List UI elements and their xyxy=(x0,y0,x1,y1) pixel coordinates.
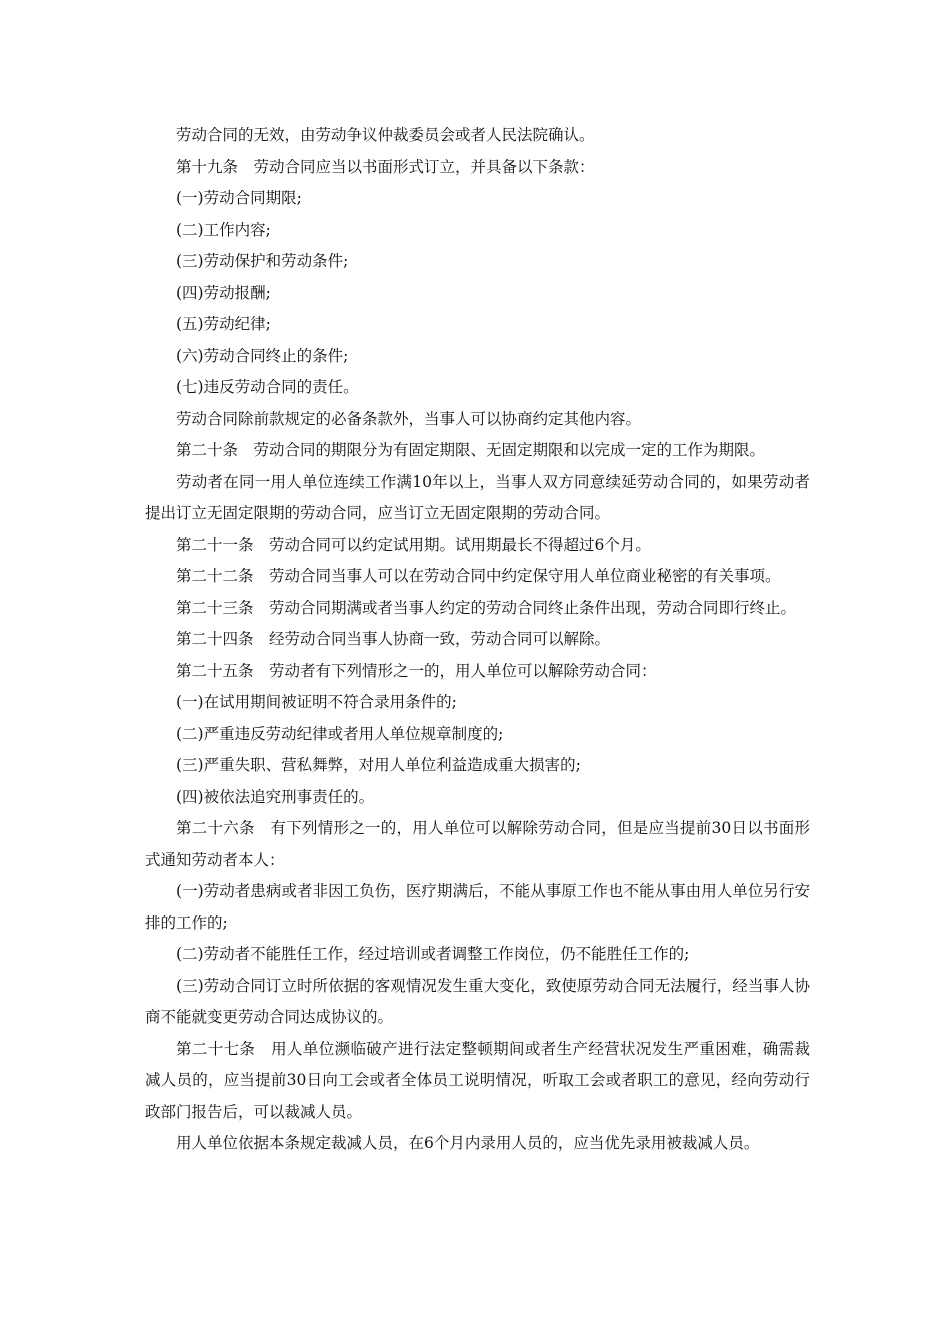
list-item: (一)在试用期间被证明不符合录用条件的; xyxy=(176,693,457,711)
list-item: (二)严重违反劳动纪律或者用人单位规章制度的; xyxy=(176,724,504,743)
list-item: (三)劳动保护和劳动条件; xyxy=(176,252,349,270)
paragraph-renewal: 劳动者在同一用人单位连续工作满10年以上，当事人双方同意续延劳动合同的，如果劳动者提出订立无固定限期的劳动合同，应当订立无固定限期的劳动合同。 xyxy=(145,472,810,522)
list-item: (六)劳动合同终止的条件; xyxy=(176,346,349,365)
paragraph-article-25: 第二十五条 劳动者有下列情形之一的，用人单位可以解除劳动合同： xyxy=(176,661,657,680)
paragraph-article-22: 第二十二条 劳动合同当事人可以在劳动合同中约定保守用人单位商业秘密的有关事项。 xyxy=(176,567,781,585)
list-item: (四)被依法追究刑事责任的。 xyxy=(176,787,375,806)
paragraph-priority-rehire: 用人单位依据本条规定裁减人员，在6个月内录用人员的，应当优先录用被裁减人员。 xyxy=(176,1134,760,1152)
list-item: (三)严重失职、营私舞弊，对用人单位利益造成重大损害的; xyxy=(176,756,581,774)
paragraph-article-27: 第二十七条 用人单位濒临破产进行法定整顿期间或者生产经营状况发生严重困难，确需裁减人员的，应当提前30日向工会或者全体员工说明情况，听取工会或者职工的意见，经向劳动行政部门报告后，可以裁减人员。 xyxy=(145,1039,810,1121)
list-item: (一)劳动合同期限; xyxy=(176,189,302,207)
list-item: (七)违反劳动合同的责任。 xyxy=(176,378,359,396)
list-item: (五)劳动纪律; xyxy=(176,315,271,333)
paragraph-article-21: 第二十一条 劳动合同可以约定试用期。试用期最长不得超过6个月。 xyxy=(176,535,651,554)
document-body xyxy=(145,120,810,1160)
list-item: (四)劳动报酬; xyxy=(176,283,271,302)
paragraph-article-24: 第二十四条 经劳动合同当事人协商一致，劳动合同可以解除。 xyxy=(176,630,611,648)
list-item: (一)劳动者患病或者非因工负伤，医疗期满后，不能从事原工作也不能从事由用人单位另行安排的工作的; xyxy=(145,882,810,932)
paragraph-contract-invalidity: 劳动合同的无效，由劳动争议仲裁委员会或者人民法院确认。 xyxy=(176,126,595,144)
paragraph-article-20: 第二十条 劳动合同的期限分为有固定期限、无固定期限和以完成一定的工作为期限。 xyxy=(176,441,766,459)
list-item: (三)劳动合同订立时所依据的客观情况发生重大变化，致使原劳动合同无法履行，经当事人协商不能就变更劳动合同达成协议的。 xyxy=(145,976,810,1026)
paragraph-other-terms: 劳动合同除前款规定的必备条款外，当事人可以协商约定其他内容。 xyxy=(176,409,642,428)
paragraph-article-23: 第二十三条 劳动合同期满或者当事人约定的劳动合同终止条件出现，劳动合同即行终止。 xyxy=(176,598,797,617)
paragraph-article-26: 第二十六条 有下列情形之一的，用人单位可以解除劳动合同，但是应当提前30日以书面形式通知劳动者本人： xyxy=(145,819,810,869)
list-item: (二)工作内容; xyxy=(176,220,271,239)
paragraph-article-19: 第十九条 劳动合同应当以书面形式订立，并具备以下条款： xyxy=(176,157,595,176)
list-item: (二)劳动者不能胜任工作，经过培训或者调整工作岗位，仍不能胜任工作的; xyxy=(176,945,690,963)
